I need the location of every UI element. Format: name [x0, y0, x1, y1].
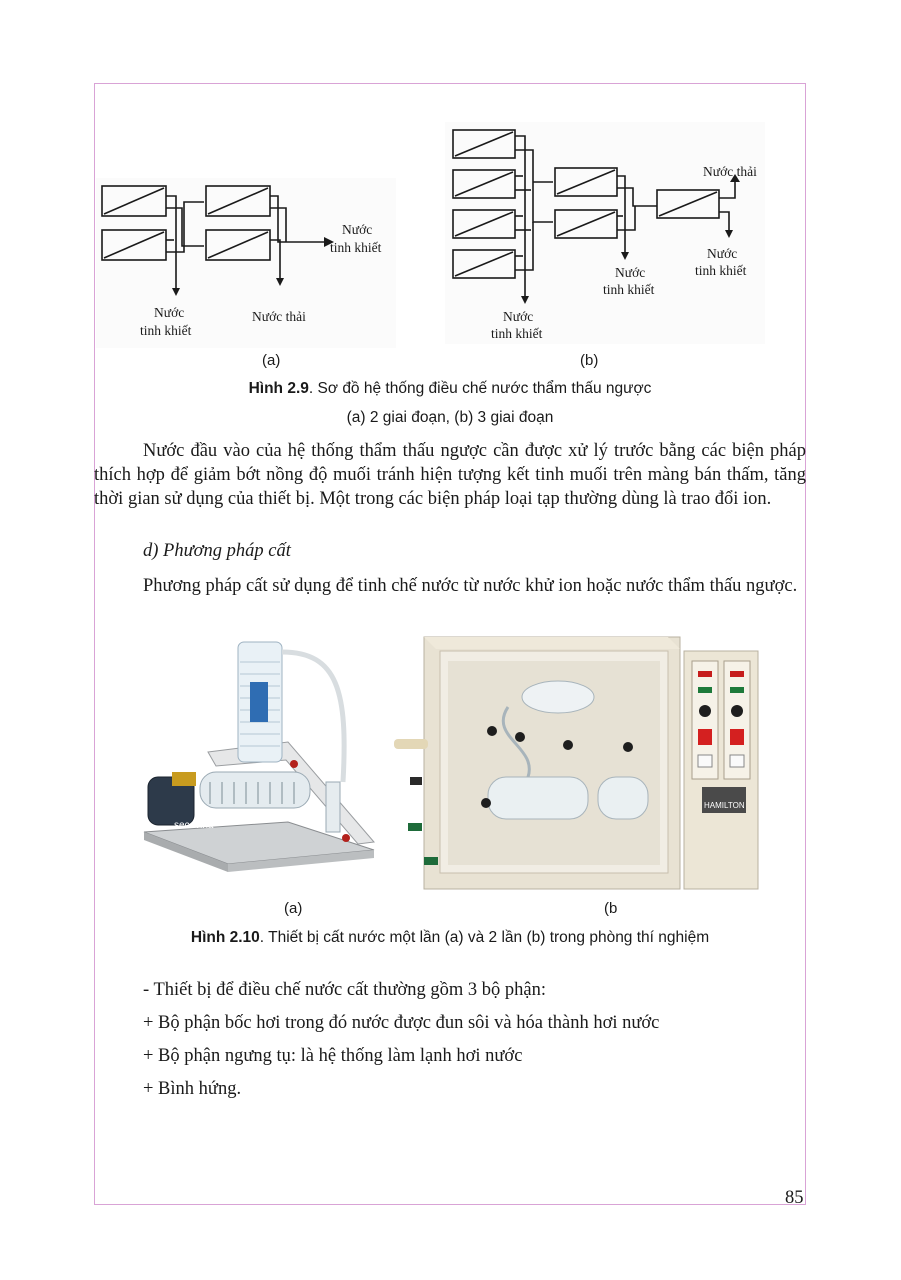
- list-item-evaporator: + Bộ phận bốc hơi trong đó nước được đun sôi và hóa thành hơi nước: [143, 1013, 660, 1033]
- figure-2-10-label-a: (a): [284, 900, 303, 917]
- waste-label-b: Nước thải: [703, 164, 757, 179]
- list-intro: - Thiết bị để điều chế nước cất thường gồm 3 bộ phận:: [143, 980, 547, 1000]
- figure-2-9-label-b: (b): [580, 352, 599, 369]
- pure-water-label-a-2: tinh khiết: [140, 323, 192, 338]
- figure-2-10-caption-bold: Hình 2.10: [190, 929, 260, 946]
- pure-water-label-a: Nước: [154, 305, 185, 320]
- figure-2-10-caption-text: . Thiết bị cất nước một lần (a) và 2 lần (b) trong phòng thí nghiệm: [259, 929, 710, 946]
- section-heading-distillation: d) Phương pháp cất: [143, 541, 291, 561]
- final-label-b-2: tinh khiết: [695, 263, 747, 278]
- figure-2-10-label-b: (b: [604, 900, 618, 917]
- diagram-3-stage: [445, 122, 765, 344]
- photo-b-brand: HAMILTON: [704, 801, 745, 810]
- figure-2-9-caption: [94, 380, 806, 398]
- figure-2-10-caption: [94, 929, 806, 947]
- list-item-condenser: + Bộ phận ngưng tụ: là hệ thống làm lạnh hơi nước: [143, 1046, 523, 1066]
- paragraph-ro-pretreatment: Nước đầu vào của hệ thống thẩm thấu ngược cần được xử lý trước bằng các biện pháp thích hợp để giảm bớt nồng độ muối tránh hiện tượng kết tinh muối trên màng bán thấm, tăng thời gian sử dụng của thiết bị. Một trong các biện pháp loại tạp thường dùng là trao đổi ion.: [94, 441, 806, 509]
- figure-2-9-label-a: (a): [262, 352, 281, 369]
- figure-2-9-caption-bold: Hình 2.9: [248, 380, 309, 397]
- figure-2-9-caption-text: . Sơ đồ hệ thống điều chế nước thẩm thấu ngược: [308, 380, 652, 397]
- mid-pure-label-b-2: tinh khiết: [603, 282, 655, 297]
- photo-single-distiller: [138, 632, 378, 890]
- pure-water-label-b-2: tinh khiết: [491, 326, 543, 341]
- waste-label-a: Nước thải: [252, 309, 306, 324]
- photo-a-brand: secovina: [174, 820, 214, 831]
- page-number: 85: [785, 1188, 804, 1208]
- pure-water-label-b: Nước: [503, 309, 534, 324]
- final-label-b: Nước: [707, 246, 738, 261]
- list-item-receiver: + Bình hứng.: [143, 1079, 242, 1099]
- diagram-2-stage: [96, 178, 396, 348]
- paragraph-distillation: Phương pháp cất sử dụng để tinh chế nước từ nước khử ion hoặc nước thẩm thấu ngược.: [143, 576, 798, 596]
- product-label-a-2: tinh khiết: [330, 240, 382, 255]
- product-label-a: Nước: [342, 222, 373, 237]
- figure-2-9-caption-line2: (a) 2 giai đoạn, (b) 3 giai đoạn: [346, 409, 554, 426]
- photo-double-distiller: [388, 627, 760, 895]
- mid-pure-label-b: Nước: [615, 265, 646, 280]
